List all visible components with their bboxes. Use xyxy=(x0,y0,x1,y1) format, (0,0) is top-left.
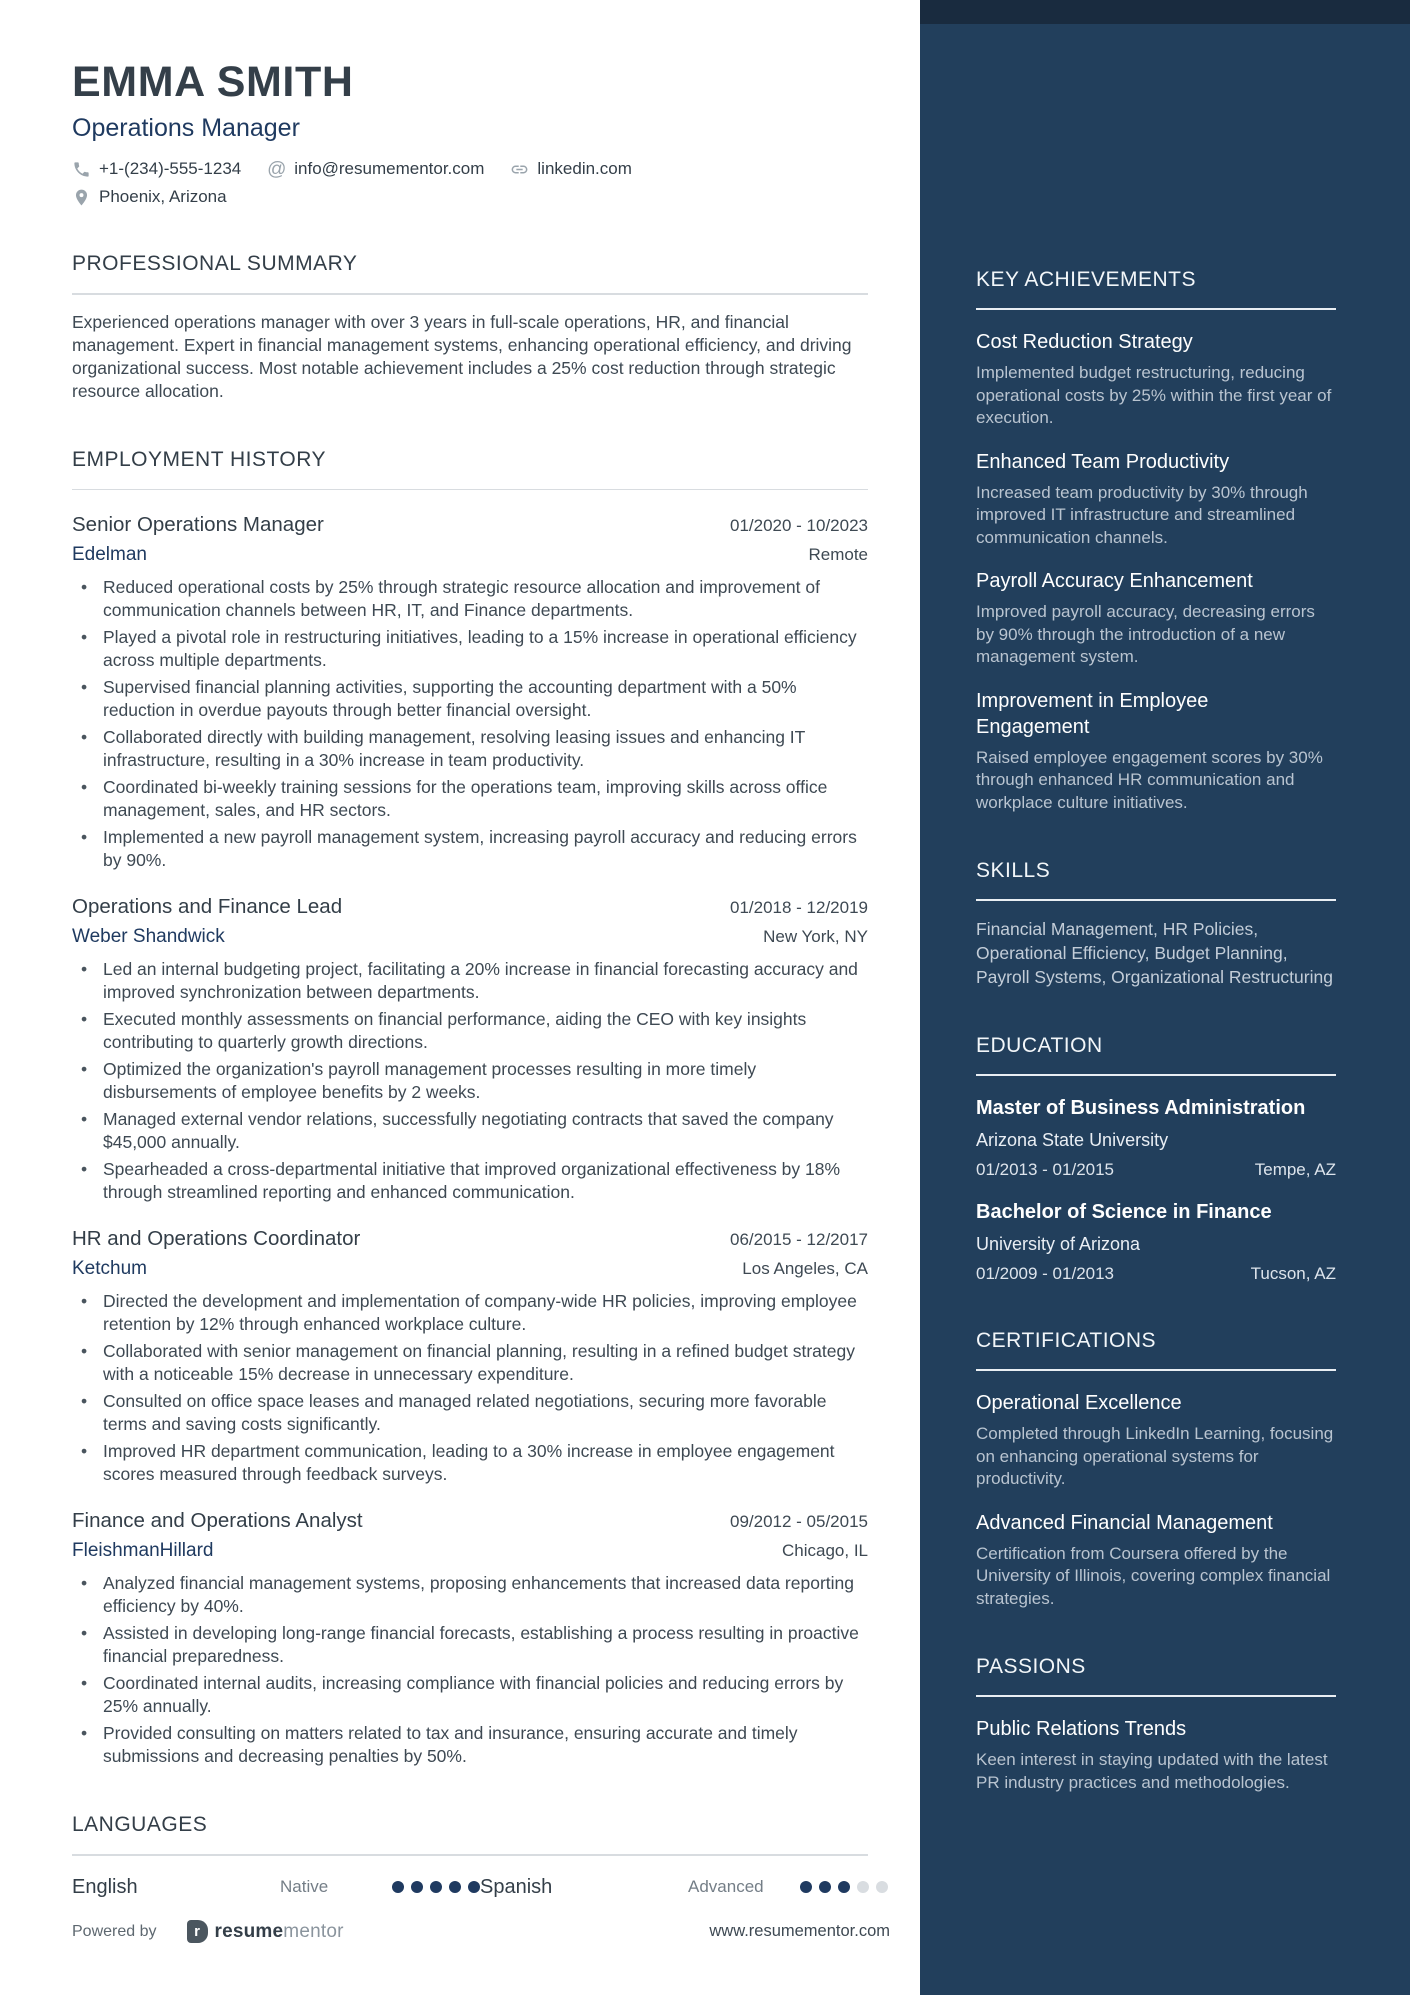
bullet-item: • Reduced operational costs by 25% through strategic resource allocation and improvement of communication channels between HR, IT, and Finance departments. xyxy=(72,576,868,622)
achievement-text: Raised employee engagement scores by 30% through enhanced HR communication and workplace culture initiatives. xyxy=(976,747,1323,812)
sidebar-divider xyxy=(976,1369,1336,1371)
certification-title: Advanced Financial Management xyxy=(976,1511,1273,1534)
proficiency-dot xyxy=(800,1881,812,1893)
phone-number: +1-(234)-555-1234 xyxy=(99,159,242,178)
proficiency-dots xyxy=(392,1881,480,1893)
proficiency-dot xyxy=(449,1881,461,1893)
education-section xyxy=(976,1033,1336,1284)
job-dates: 06/2015 - 12/2017 xyxy=(729,1230,868,1249)
proficiency-dot xyxy=(857,1881,869,1893)
bullet-item: • Coordinated bi-weekly training sessions for the operations team, improving skills across office management, sales, and HR sectors. xyxy=(72,776,868,822)
job-company: Ketchum xyxy=(72,1258,147,1279)
proficiency-dot xyxy=(430,1881,442,1893)
education-dates: 01/2013 - 01/2015 xyxy=(976,1160,1115,1179)
section-divider xyxy=(72,489,868,491)
job-title: Operations and Finance Lead xyxy=(72,895,343,918)
link-icon xyxy=(510,160,529,179)
skills-section-title: SKILLS xyxy=(976,859,1051,882)
employment-section xyxy=(72,447,868,1769)
achievement-text: Implemented budget restructuring, reducing operational costs by 25% within the first year of execution. xyxy=(976,363,1332,427)
job-title: HR and Operations Coordinator xyxy=(72,1227,361,1250)
passion-item xyxy=(976,1716,1336,1794)
job-location: Los Angeles, CA xyxy=(742,1259,868,1278)
skills-list-text: Financial Management, HR Policies, Operational Efficiency, Budget Planning, Payroll Systems, Organizational Restructuring xyxy=(976,919,1333,987)
sidebar-divider xyxy=(976,1695,1336,1697)
job-company: FleishmanHillard xyxy=(72,1540,214,1561)
contact-row-2 xyxy=(72,187,868,207)
achievement-title: Payroll Accuracy Enhancement xyxy=(976,570,1253,592)
job-entry xyxy=(72,1508,868,1768)
proficiency-dot xyxy=(838,1881,850,1893)
bullet-item: • Collaborated with senior management on financial planning, resulting in a refined budget strategy with a noticeable 15% decrease in unnecessary expenditure. xyxy=(72,1340,868,1386)
summary-paragraph: Experienced operations manager with over 3 years in full-scale operations, HR, and financial management. Expert in financial management systems, enhancing operational efficiency, and driving organizational success. Most notable achievement includes a 25% cost reduction through strategic resource allocation. xyxy=(72,311,852,401)
job-entry xyxy=(72,1226,868,1486)
language-name: English xyxy=(72,1875,138,1898)
language-level: Advanced xyxy=(688,1877,764,1896)
skills-section xyxy=(976,858,1336,989)
education-dates: 01/2009 - 01/2013 xyxy=(976,1264,1115,1283)
achievement-text: Improved payroll accuracy, decreasing errors by 90% through the introduction of a new management system. xyxy=(976,602,1315,666)
powered-by-label: Powered by xyxy=(72,1922,157,1940)
achievements-section-title: KEY ACHIEVEMENTS xyxy=(976,268,1197,291)
bullet-item: • Managed external vendor relations, successfully negotiating contracts that saved the company $45,000 annually. xyxy=(72,1108,868,1154)
achievement-item xyxy=(976,449,1336,550)
location-contact xyxy=(72,187,227,207)
sidebar-divider xyxy=(976,899,1336,901)
section-divider xyxy=(72,293,868,295)
summary-section xyxy=(72,251,868,403)
proficiency-dot xyxy=(392,1881,404,1893)
bullet-item: • Led an internal budgeting project, facilitating a 20% increase in financial forecasting accuracy and improved synchronization between departments. xyxy=(72,958,868,1004)
candidate-job-title: Operations Manager xyxy=(72,114,300,142)
achievement-item xyxy=(976,688,1336,815)
logo-text-light: mentor xyxy=(283,1920,344,1942)
bullet-item: • Coordinated internal audits, increasing compliance with financial policies and reducing errors by 25% annually. xyxy=(72,1672,868,1718)
phone-contact xyxy=(72,159,241,179)
language-entry xyxy=(480,1876,888,1899)
job-title: Senior Operations Manager xyxy=(72,513,324,536)
proficiency-dot xyxy=(819,1881,831,1893)
certification-item xyxy=(976,1510,1336,1611)
employment-section-title: EMPLOYMENT HISTORY xyxy=(72,447,327,471)
achievement-title: Enhanced Team Productivity xyxy=(976,450,1230,473)
bullet-item: • Analyzed financial management systems, proposing enhancements that increased data reporting efficiency by 40%. xyxy=(72,1572,868,1618)
language-level: Native xyxy=(280,1877,329,1896)
section-divider xyxy=(72,1854,868,1856)
certification-text: Completed through LinkedIn Learning, focusing on enhancing operational systems for productivity. xyxy=(976,1424,1334,1488)
job-dates: 01/2018 - 12/2019 xyxy=(729,898,868,917)
sidebar xyxy=(920,0,1410,1995)
proficiency-dots xyxy=(800,1881,888,1893)
achievement-title: Improvement in Employee Engagement xyxy=(976,689,1209,738)
logo-text-bold: resume xyxy=(214,1920,284,1942)
candidate-name: EMMA SMITH xyxy=(72,58,354,106)
website-link[interactable]: www.resumementor.com xyxy=(709,1922,890,1940)
language-name: Spanish xyxy=(480,1875,553,1898)
languages-section-title: LANGUAGES xyxy=(72,1813,208,1836)
job-dates: 09/2012 - 05/2015 xyxy=(729,1512,868,1531)
contact-row-1 xyxy=(72,159,868,179)
job-bullets xyxy=(72,1572,868,1768)
job-bullets xyxy=(72,958,868,1204)
job-company: Weber Shandwick xyxy=(72,926,225,947)
sidebar-divider xyxy=(976,1074,1336,1076)
linkedin-text[interactable]: linkedin.com xyxy=(537,159,632,178)
certification-text: Certification from Coursera offered by the University of Illinois, covering complex financial strategies. xyxy=(976,1543,1331,1608)
phone-icon xyxy=(72,160,91,179)
passions-section-title: PASSIONS xyxy=(976,1655,1086,1678)
resumementor-logo-icon: r xyxy=(187,1920,208,1943)
proficiency-dot xyxy=(876,1881,888,1893)
education-school: Arizona State University xyxy=(976,1130,1169,1150)
achievement-title: Cost Reduction Strategy xyxy=(976,331,1193,353)
bullet-item: • Played a pivotal role in restructuring initiatives, leading to a 15% increase in operational efficiency across multiple departments. xyxy=(72,626,868,672)
job-location: New York, NY xyxy=(763,927,868,946)
passion-text: Keen interest in staying updated with the latest PR industry practices and methodologies. xyxy=(976,1750,1328,1792)
education-location: Tempe, AZ xyxy=(1254,1160,1336,1179)
job-entry xyxy=(72,894,868,1204)
job-location: Remote xyxy=(808,545,868,564)
certification-title: Operational Excellence xyxy=(976,1392,1182,1414)
bullet-item: • Consulted on office space leases and managed related negotiations, securing more favorable terms and saving costs significantly. xyxy=(72,1390,868,1436)
bullet-item: • Improved HR department communication, leading to a 30% increase in employee engagement scores measured through feedback surveys. xyxy=(72,1440,868,1486)
bullet-item: • Directed the development and implementation of company-wide HR policies, improving employee retention by 12% through enhanced workplace culture. xyxy=(72,1290,868,1336)
achievement-item xyxy=(976,568,1336,669)
email-contact[interactable] xyxy=(267,159,484,179)
job-title: Finance and Operations Analyst xyxy=(72,1509,363,1532)
education-location: Tucson, AZ xyxy=(1250,1264,1336,1283)
bullet-item: • Executed monthly assessments on financial performance, aiding the CEO with key insights contributing to quarterly growth directions. xyxy=(72,1008,868,1054)
passions-section xyxy=(976,1654,1336,1794)
achievements-section xyxy=(976,267,1336,814)
bullet-item: • Implemented a new payroll management system, increasing payroll accuracy and reducing errors by 90%. xyxy=(72,826,868,872)
location-text: Phoenix, Arizona xyxy=(99,187,227,206)
languages-section xyxy=(72,1812,868,1899)
education-item xyxy=(976,1199,1336,1284)
job-entry xyxy=(72,512,868,872)
job-bullets xyxy=(72,1290,868,1486)
certifications-section-title: CERTIFICATIONS xyxy=(976,1329,1157,1352)
bullet-item: • Spearheaded a cross-departmental initiative that improved organizational effectiveness by 18% through streamlined reporting and enhanced communication. xyxy=(72,1158,868,1204)
job-company: Edelman xyxy=(72,544,147,565)
proficiency-dot xyxy=(411,1881,423,1893)
email-text[interactable]: info@resumementor.com xyxy=(294,159,485,178)
education-item xyxy=(976,1095,1336,1180)
sidebar-top-band xyxy=(920,0,1410,24)
education-school: University of Arizona xyxy=(976,1234,1141,1254)
bullet-item: • Collaborated directly with building management, resolving leasing issues and enhancing IT infrastructure, resulting in a 30% increase in team productivity. xyxy=(72,726,868,772)
education-section-title: EDUCATION xyxy=(976,1034,1103,1057)
summary-section-title: PROFESSIONAL SUMMARY xyxy=(72,252,358,275)
resumementor-logo[interactable] xyxy=(187,1920,344,1943)
linkedin-contact[interactable] xyxy=(510,159,632,179)
at-icon: @ xyxy=(267,158,287,180)
sidebar-content xyxy=(920,24,1410,1794)
sidebar-divider xyxy=(976,308,1336,310)
job-bullets xyxy=(72,576,868,872)
footer xyxy=(72,1920,890,1943)
proficiency-dot xyxy=(468,1881,480,1893)
education-degree: Master of Business Administration xyxy=(976,1097,1306,1119)
bullet-item: • Provided consulting on matters related to tax and insurance, ensuring accurate and timely submissions and decreasing penalties by 50%. xyxy=(72,1722,868,1768)
bullet-item: • Optimized the organization's payroll management processes resulting in more timely disbursements of employee benefits by 2 weeks. xyxy=(72,1058,868,1104)
languages-row xyxy=(72,1876,868,1899)
job-location: Chicago, IL xyxy=(782,1541,868,1560)
certification-item xyxy=(976,1390,1336,1491)
bullet-item: • Supervised financial planning activities, supporting the accounting department with a 50% reduction in overdue payouts through better financial oversight. xyxy=(72,676,868,722)
language-entry xyxy=(72,1876,480,1899)
bullet-item: • Assisted in developing long-range financial forecasts, establishing a process resulting in proactive financial preparedness. xyxy=(72,1622,868,1668)
achievement-text: Increased team productivity by 30% through improved IT infrastructure and streamlined communication channels. xyxy=(976,482,1308,547)
location-pin-icon xyxy=(72,188,91,207)
achievement-item xyxy=(976,329,1336,430)
job-dates: 01/2020 - 10/2023 xyxy=(729,516,868,535)
passion-title: Public Relations Trends xyxy=(976,1718,1187,1740)
education-degree: Bachelor of Science in Finance xyxy=(976,1201,1272,1223)
certifications-section xyxy=(976,1328,1336,1610)
